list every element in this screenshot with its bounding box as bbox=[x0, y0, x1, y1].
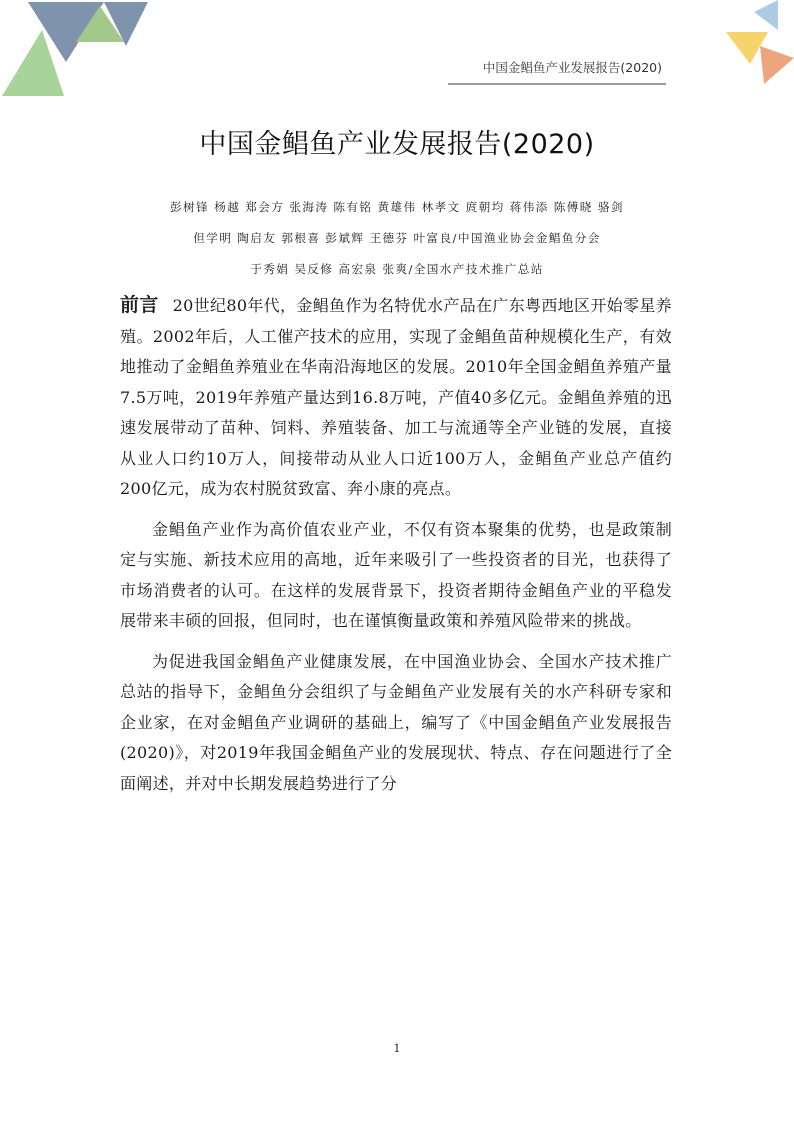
authors-line-3: 于秀娟 吴反修 高宏泉 张爽/全国水产技术推广总站 bbox=[250, 262, 544, 276]
running-header-title: 中国金鲳鱼产业发展报告(2020) bbox=[482, 60, 662, 75]
paragraph-1 bbox=[120, 290, 672, 505]
body-text bbox=[120, 290, 672, 809]
page-number: 1 bbox=[393, 1042, 401, 1055]
paragraph-1-text: 20世纪80年代，金鲳鱼作为名特优水产品在广东粤西地区开始零星养殖。2002年后，人工催产技术的应用，实现了金鲳鱼苗种规模化生产，有效地推动了金鲳鱼养殖业在华南沿海地区的发展。2010年全国金鲳鱼养殖产量7.5万吨，2019年养殖产量达到16.8万吨，产值40多亿元。金鲳鱼养殖的迅速发展带动了苗种、饲料、养殖装备、加工与流通等全产业链的发展，直接从业人口约10万人，间接带动从业人口近100万人，金鲳鱼产业总产值约200亿元，成为农村脱贫致富、奔小康的亮点。 bbox=[120, 296, 672, 498]
authors-line-1: 彭树锋 杨越 郑会方 张海涛 陈有铭 黄雄伟 林孝文 庹朝均 蒋伟添 陈傅晓 骆剑 bbox=[170, 200, 624, 214]
triangle-top-right-salmon bbox=[760, 46, 794, 84]
paragraph-3: 为促进我国金鲳鱼产业健康发展，在中国渔业协会、全国水产技术推广总站的指导下，金鲳鱼分会组织了与金鲳鱼产业发展有关的水产科研专家和企业家，在对金鲳鱼产业调研的基础上，编写了《中国金鲳鱼产业发展报告(2020)》，对2019年我国金鲳鱼产业的发展现状、特点、存在问题进行了全面阐述，并对中长期发展趋势进行了分 bbox=[120, 651, 672, 793]
document-title: 中国金鲳鱼产业发展报告(2020) bbox=[199, 129, 595, 160]
authors-line-2: 但学明 陶启友 郭根喜 彭斌辉 王德芬 叶富良/中国渔业协会金鲳鱼分会 bbox=[193, 231, 601, 245]
paragraph-2: 金鲳鱼产业作为高价值农业产业，不仅有资本聚集的优势，也是政策制定与实施、新技术应用的高地，近年来吸引了一些投资者的目光，也获得了市场消费者的认可。在这样的发展背景下，投资者期待金鲳鱼产业的平稳发展带来丰硕的回报，但同时，也在谨慎衡量政策和养殖风险带来的挑战。 bbox=[120, 519, 672, 630]
decorative-triangles bbox=[0, 0, 794, 110]
preface-label: 前言 bbox=[120, 294, 159, 316]
header-rule bbox=[448, 83, 666, 85]
triangle-top-right-sky bbox=[754, 0, 778, 30]
